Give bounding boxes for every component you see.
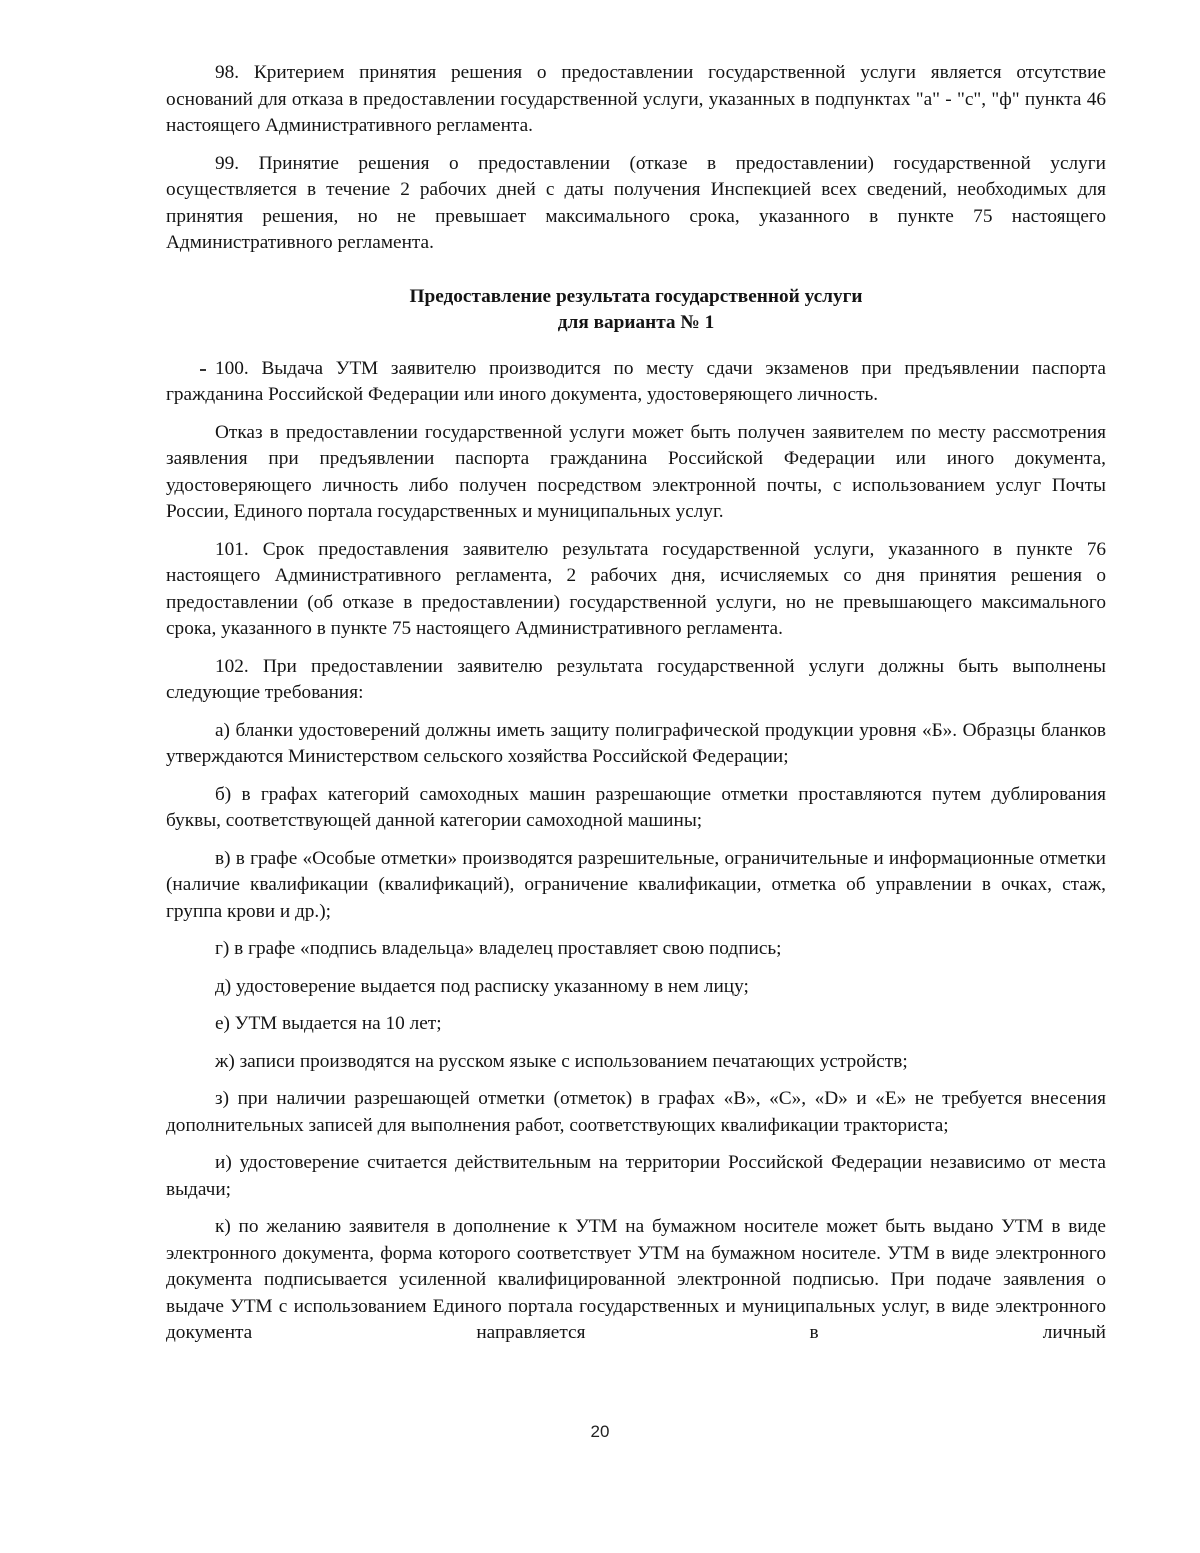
list-item-e: е) УТМ выдается на 10 лет; [215,1013,442,1034]
page-number: 20 [590,1422,610,1441]
paragraph-101: 101. Срок предоставления заявителю результата государственной услуги, указанного в пункте 76 настоящего Административного регламента, 2 рабочих дня, исчисляемых со дня принятия решения о предоставлении (об отказе в предоставлении) государственной услуги, но не превышающего максимального срока, указанного в пункте 75 настоящего Административного регламента. [166,538,1106,639]
section-heading-line-2: для варианта № 1 [557,312,715,333]
list-item-z: з) при наличии разрешающей отметки (отметок) в графах «В», «С», «D» и «Е» не требуется внесения дополнительных записей для выполнения работ, соответствующих квалификации тракториста; [166,1088,1106,1136]
list-item-d: д) удостоверение выдается под расписку указанному в нем лицу; [215,975,749,997]
section-heading-line-1: Предоставление результата государственной услуги [409,285,863,307]
list-item-v: в) в графе «Особые отметки» производятся разрешительные, ограничительные и информационные отметки (наличие квалификации (квалификаций), ограничение квалификации, отметка об управлении в очках, стаж, группа крови и др.); [166,847,1106,922]
document-page [166,60,1106,1347]
paragraph-refusal: Отказ в предоставлении государственной услуги может быть получен заявителем по месту рассмотрения заявления при предъявлении паспорта гражданина Российской Федерации или иного документа, удостоверяющего личность либо получен посредством электронной почты, с использованием услуг Почты России, Единого портала государственных и муниципальных услуг. [166,421,1106,522]
paragraph-102: 102. При предоставлении заявителю результата государственной услуги должны быть выполнены следующие требования: [166,655,1106,703]
list-item-g: г) в графе «подпись владельца» владелец проставляет свою подпись; [215,938,782,959]
list-item-i: и) удостоверение считается действительным на территории Российской Федерации независимо от места выдачи; [166,1152,1106,1200]
paragraph-99: 99. Принятие решения о предоставлении (отказе в предоставлении) государственной услуги осуществляется в течение 2 рабочих дней с даты получения Инспекцией всех сведений, необходимых для принятия решения, но не превышает максимального срока, указанного в пункте 75 настоящего Административного регламента. [166,152,1106,253]
section-heading [166,284,1106,337]
paragraph-98: 98. Критерием принятия решения о предоставлении государственной услуги является отсутствие оснований для отказа в предоставлении государственной услуги, указанных в подпунктах "а" - "с", "ф" пункта 46 настоящего Административного регламента. [166,62,1106,136]
list-item-k: к) по желанию заявителя в дополнение к УТМ на бумажном носителе может быть выдано УТМ в виде электронного документа, форма которого соответствует УТМ на бумажном носителе. УТМ в виде электронного документа подписывается усиленной квалифицированной электронной подписью. При подаче заявления о выдаче УТМ с использованием Единого портала государственных и муниципальных услуг, в виде электронного документа направляется в личный [166,1216,1106,1343]
list-item-zh: ж) записи производятся на русском языке с использованием печатающих устройств; [215,1050,908,1072]
paragraph-100: 100. Выдача УТМ заявителю производится по месту сдачи экзаменов при предъявлении паспорта гражданина Российской Федерации или иного документа, удостоверяющего личность. [166,357,1106,405]
list-item-b: б) в графах категорий самоходных машин разрешающие отметки проставляются путем дублирования буквы, соответствующей данной категории самоходной машины; [166,783,1106,831]
list-item-a: а) бланки удостоверений должны иметь защиту полиграфической продукции уровня «Б». Образцы бланков утверждаются Министерством сельского хозяйства Российской Федерации; [166,719,1106,767]
